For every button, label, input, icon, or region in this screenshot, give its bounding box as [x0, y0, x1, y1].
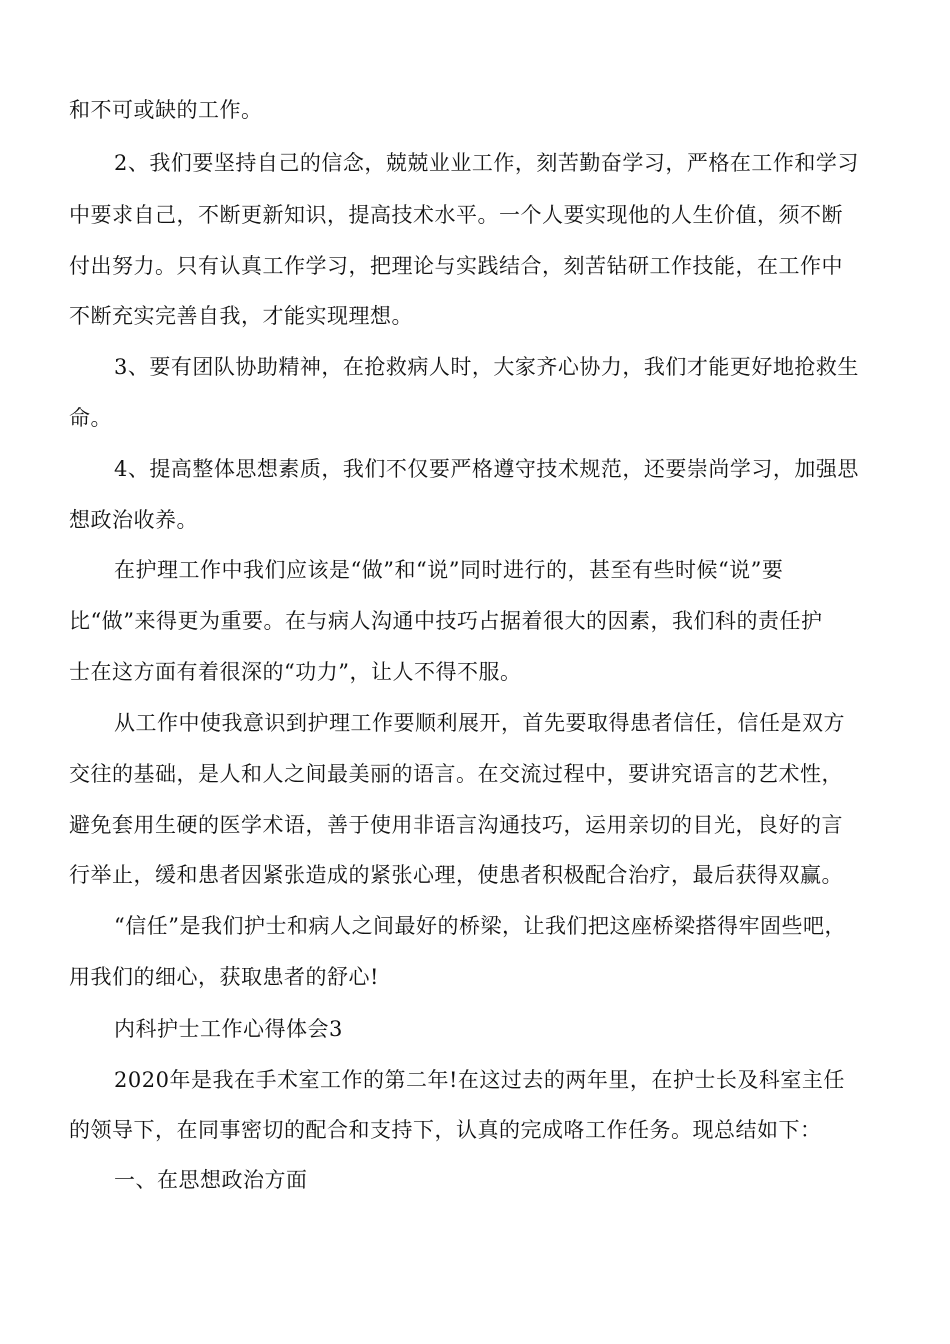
section-heading: 内科护士工作心得体会3 [114, 1017, 343, 1041]
text-line: 交往的基础，是人和人之间最美丽的语言。在交流过程中，要讲究语言的艺术性， [69, 762, 843, 786]
subsection-heading: 一、在思想政治方面 [114, 1168, 308, 1192]
text-line: 想政治收养。 [69, 508, 198, 532]
text-line: 从工作中使我意识到护理工作要顺利展开，首先要取得患者信任，信任是双方 [114, 711, 845, 735]
text-line: “信任”是我们护士和病人之间最好的桥梁，让我们把这座桥梁搭得牢固些吧， [114, 914, 846, 938]
text-line: 用我们的细心，获取患者的舒心! [69, 965, 379, 989]
text-line: 不断充实完善自我，才能实现理想。 [69, 304, 413, 328]
text-line: 3、要有团队协助精神，在抢救病人时，大家齐心协力，我们才能更好地抢救生 [114, 355, 859, 379]
text-line: 行举止，缓和患者因紧张造成的紧张心理，使患者积极配合治疗，最后获得双赢。 [69, 863, 843, 887]
text-line: 2、我们要坚持自己的信念，兢兢业业工作，刻苦勤奋学习，严格在工作和学习 [114, 151, 859, 175]
text-line: 避免套用生硬的医学术语，善于使用非语言沟通技巧，运用亲切的目光，良好的言 [69, 813, 843, 837]
text-line: 付出努力。只有认真工作学习，把理论与实践结合，刻苦钻研工作技能，在工作中 [69, 254, 843, 278]
text-line: 比“做”来得更为重要。在与病人沟通中技巧占据着很大的因素，我们科的责任护 [69, 609, 823, 633]
text-line: 2020年是我在手术室工作的第二年!在这过去的两年里，在护士长及科室主任 [114, 1068, 845, 1092]
text-line: 4、提高整体思想素质，我们不仅要严格遵守技术规范，还要崇尚学习，加强思 [114, 457, 859, 481]
text-line: 和不可或缺的工作。 [69, 98, 263, 122]
text-line: 士在这方面有着很深的“功力”，让人不得不服。 [69, 660, 522, 684]
text-line: 的领导下，在同事密切的配合和支持下，认真的完成咯工作任务。现总结如下： [69, 1118, 822, 1142]
text-line: 命。 [69, 406, 112, 430]
text-line: 在护理工作中我们应该是“做”和“说”同时进行的，甚至有些时候“说”要 [114, 558, 784, 582]
text-line: 中要求自己，不断更新知识，提高技术水平。一个人要实现他的人生价值，须不断 [69, 203, 843, 227]
